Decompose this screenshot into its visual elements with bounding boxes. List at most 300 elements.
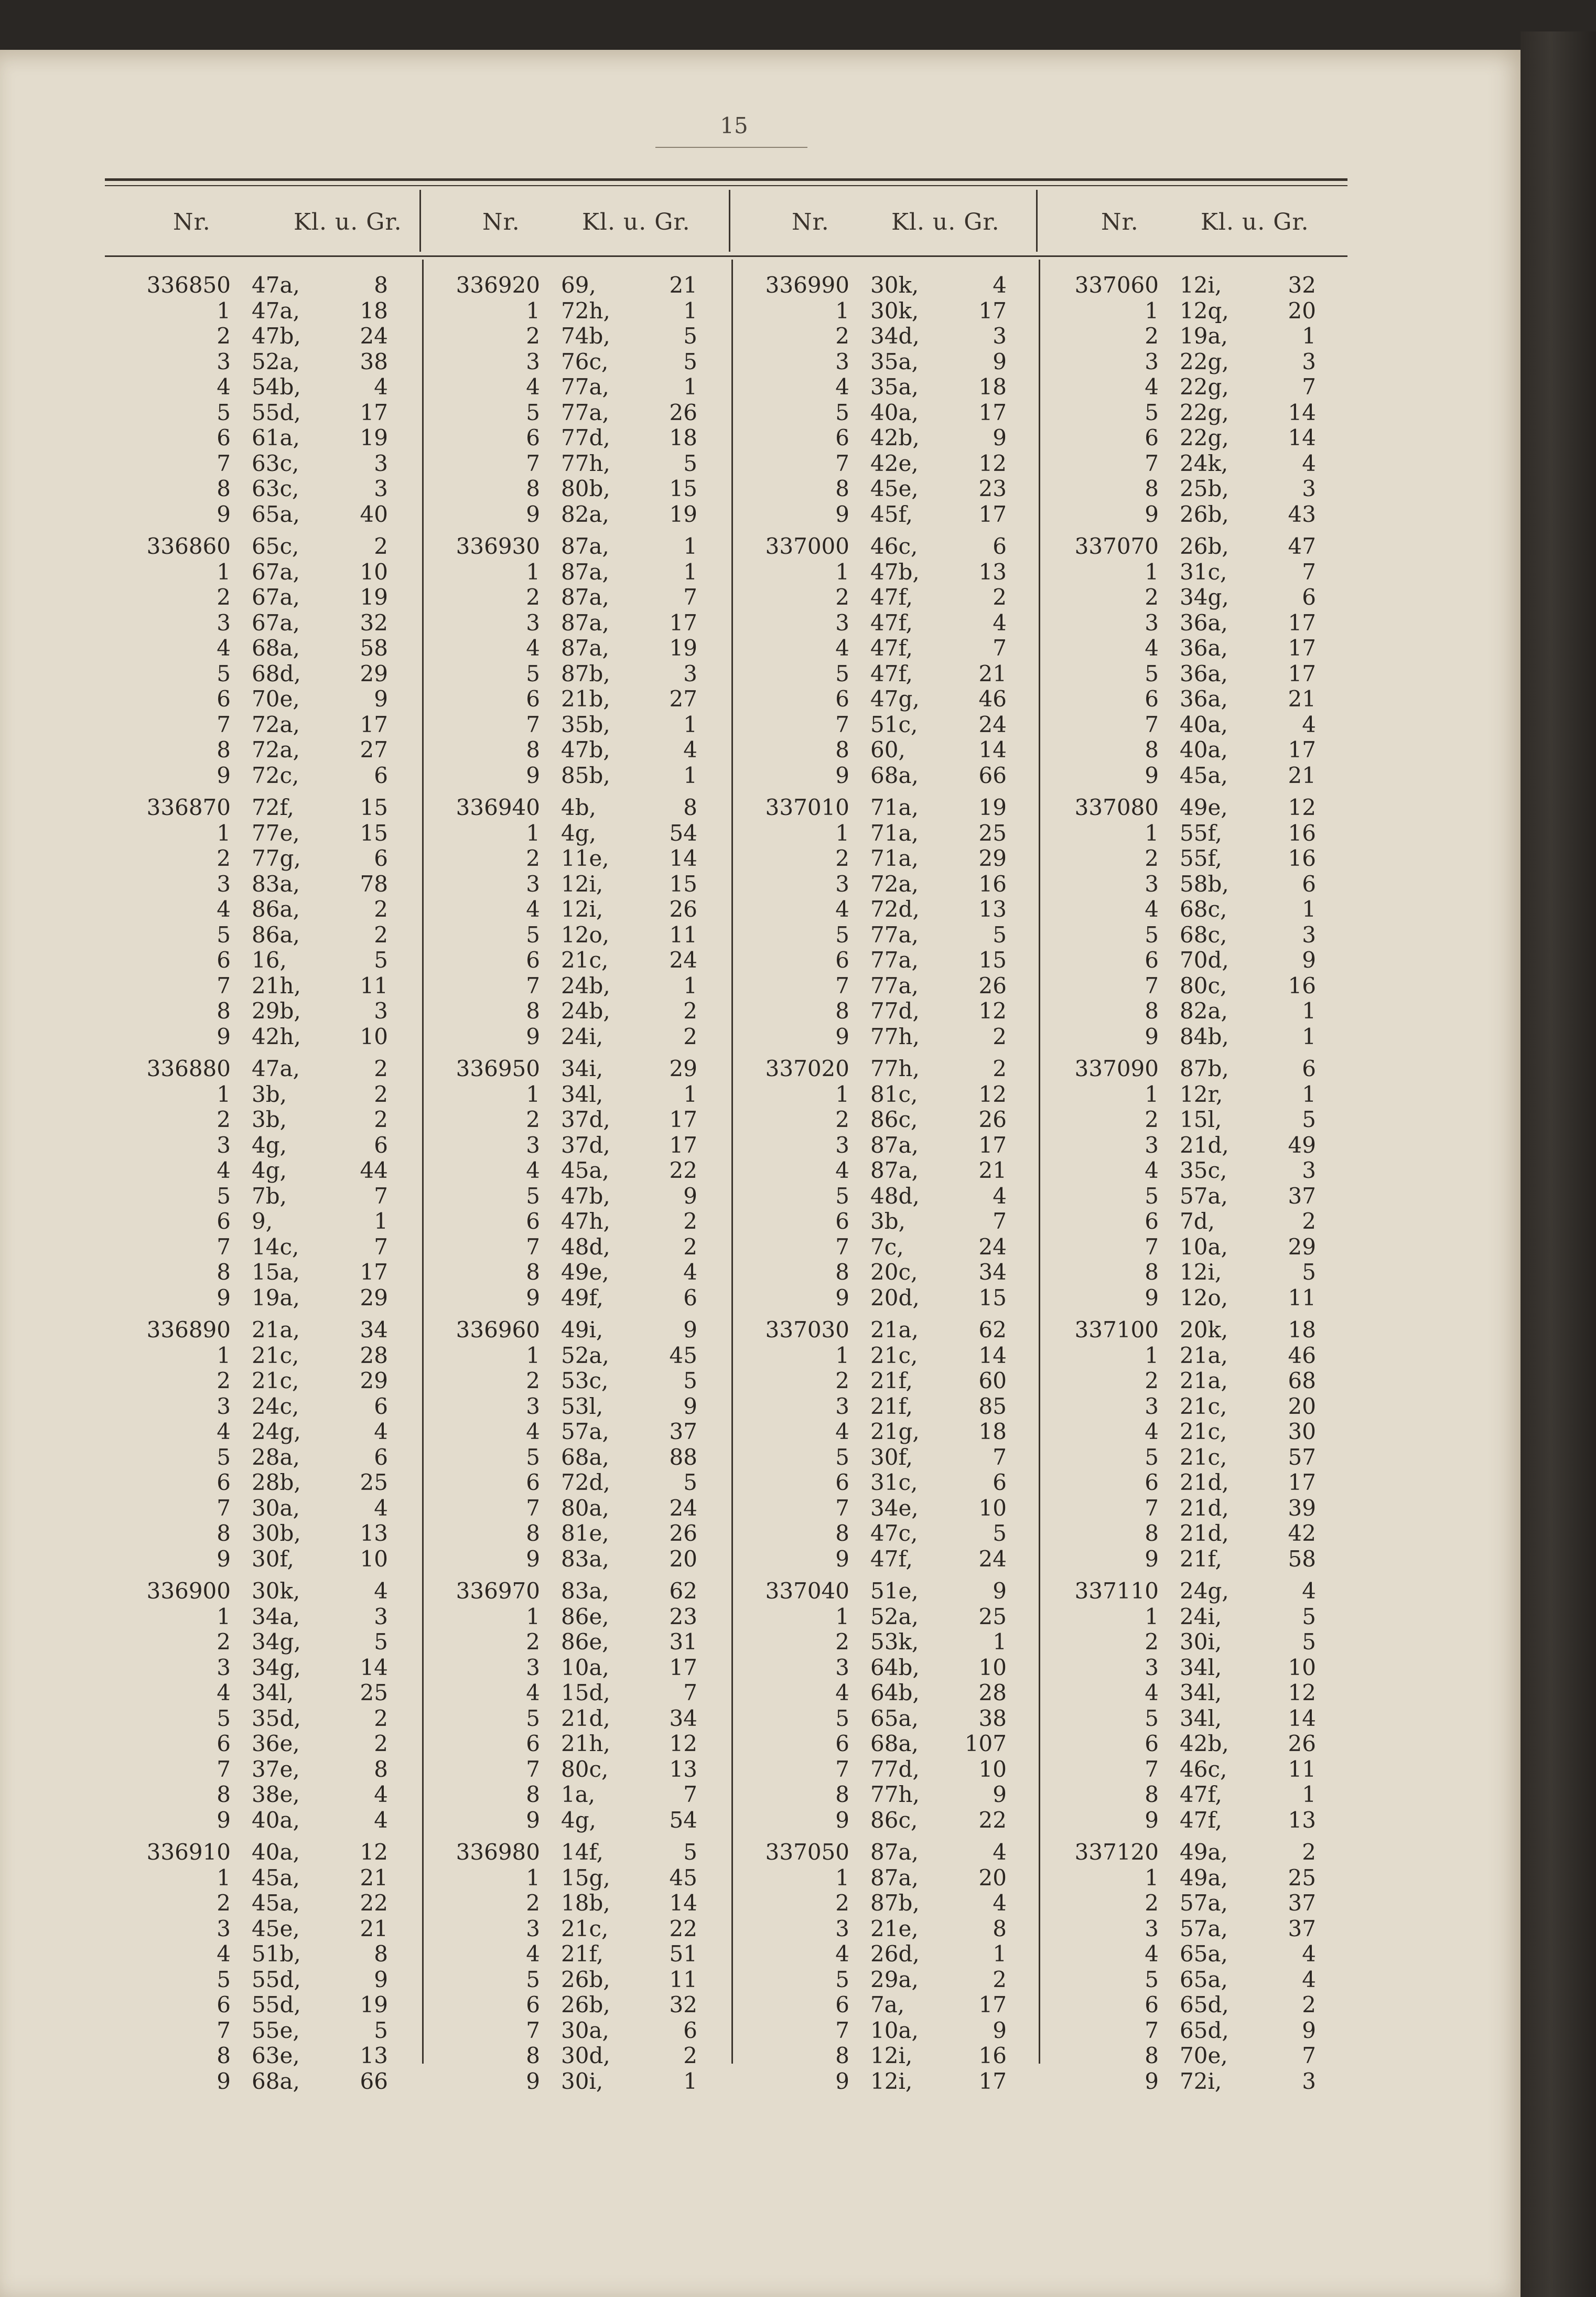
gruppe-cell: 17 <box>1288 609 1316 636</box>
nr-cell: 8 <box>526 476 540 501</box>
klasse-cell: 63c, <box>252 450 299 476</box>
klasse-cell: 3b, <box>252 1107 287 1132</box>
klasse-cell: 60, <box>870 737 905 763</box>
gruppe-cell: 13 <box>978 896 1007 922</box>
gruppe-cell: 57 <box>1288 1444 1316 1470</box>
gruppe-cell: 25 <box>1288 1864 1316 1891</box>
klasse-cell: 35b, <box>561 711 610 737</box>
nr-cell: 7 <box>1145 450 1159 476</box>
nr-cell: 6 <box>526 1469 540 1495</box>
nr-cell: 1 <box>1145 1342 1159 1368</box>
nr-cell: 1 <box>835 1081 849 1107</box>
gruppe-cell: 9 <box>683 1183 697 1209</box>
nr-cell: 6 <box>835 425 849 450</box>
nr-cell: 4 <box>217 1941 231 1967</box>
nr-cell: 7 <box>526 972 540 999</box>
table-row <box>435 1394 729 1420</box>
table-row <box>1054 737 1347 763</box>
table-row <box>1054 451 1347 477</box>
nr-cell: 8 <box>1145 998 1159 1024</box>
nr-cell: 5 <box>217 1183 231 1209</box>
klasse-cell: 49i, <box>561 1317 603 1343</box>
table-row <box>745 1133 1038 1158</box>
table-row <box>126 502 419 528</box>
nr-cell: 6 <box>835 686 849 712</box>
number-block <box>1054 795 1347 1049</box>
klasse-cell: 72c, <box>252 762 299 788</box>
nr-cell: 5 <box>217 399 231 425</box>
klasse-cell: 87a, <box>561 609 609 636</box>
table-row <box>1054 1629 1347 1655</box>
gruppe-cell: 32 <box>1288 272 1316 298</box>
klasse-cell: 20k, <box>1180 1317 1228 1343</box>
table-row <box>435 585 729 610</box>
column-divider-header <box>729 190 730 252</box>
nr-cell: 7 <box>217 972 231 999</box>
klasse-cell: 77a, <box>561 399 609 425</box>
klasse-cell: 47f, <box>870 609 913 636</box>
gruppe-cell: 16 <box>1288 972 1316 999</box>
nr-cell: 3 <box>1145 348 1159 374</box>
gruppe-cell: 1 <box>683 2068 697 2094</box>
klasse-cell: 55d, <box>252 399 301 425</box>
table-row <box>435 1706 729 1732</box>
number-block <box>745 795 1038 1049</box>
nr-cell: 9 <box>526 1545 540 1572</box>
gruppe-cell: 5 <box>683 1839 697 1865</box>
klasse-cell: 77d, <box>870 1756 920 1782</box>
klasse-cell: 63c, <box>252 476 299 501</box>
nr-cell: 4 <box>526 896 540 922</box>
gruppe-cell: 26 <box>669 896 697 922</box>
gruppe-cell: 10 <box>360 1023 388 1049</box>
table-row <box>435 1941 729 1967</box>
gruppe-cell: 30 <box>1288 1419 1316 1444</box>
klasse-cell: 72h, <box>561 297 610 324</box>
klasse-cell: 31c, <box>1180 559 1227 585</box>
gruppe-cell: 107 <box>964 1731 1007 1756</box>
gruppe-cell: 4 <box>1302 1966 1316 1992</box>
klasse-cell: 34l, <box>1180 1705 1222 1731</box>
gruppe-cell: 2 <box>374 921 388 948</box>
klasse-cell: 80a, <box>561 1495 609 1521</box>
klasse-cell: 77a, <box>870 947 919 973</box>
nr-cell: 9 <box>217 501 231 527</box>
table-row <box>126 1865 419 1891</box>
nr-cell: 336980 <box>456 1839 540 1865</box>
table-row <box>435 1209 729 1235</box>
table-row <box>126 610 419 636</box>
nr-cell: 336900 <box>146 1578 231 1604</box>
klasse-cell: 30i, <box>561 2068 603 2094</box>
table-row <box>1054 1285 1347 1311</box>
table-row <box>126 973 419 999</box>
klasse-cell: 77h, <box>870 1023 920 1049</box>
page-number: 15 <box>720 113 748 138</box>
gruppe-cell: 18 <box>669 425 697 450</box>
table-row <box>126 1941 419 1967</box>
nr-cell: 6 <box>1145 1731 1159 1756</box>
table-row <box>126 1629 419 1655</box>
klasse-cell: 65d, <box>1180 2017 1229 2043</box>
klasse-cell: 26b, <box>1180 533 1229 559</box>
klasse-cell: 20c, <box>870 1259 918 1285</box>
gruppe-cell: 9 <box>993 1781 1007 1807</box>
table-row <box>1054 1343 1347 1369</box>
klasse-cell: 21c, <box>1180 1444 1227 1470</box>
klasse-cell: 36e, <box>252 1731 300 1756</box>
klasse-cell: 63e, <box>252 2043 300 2068</box>
klasse-cell: 51b, <box>252 1941 301 1967</box>
gruppe-cell: 6 <box>1302 871 1316 897</box>
nr-cell: 8 <box>835 1520 849 1546</box>
table-row <box>435 1024 729 1050</box>
nr-cell: 8 <box>835 2043 849 2068</box>
klasse-cell: 86e, <box>561 1603 609 1629</box>
table-row <box>745 2069 1038 2095</box>
table-row <box>435 1235 729 1260</box>
gruppe-cell: 2 <box>374 1056 388 1081</box>
gruppe-cell: 2 <box>993 1023 1007 1049</box>
klasse-cell: 22g, <box>1180 374 1229 400</box>
table-row <box>745 636 1038 661</box>
table-row <box>745 1158 1038 1184</box>
klasse-cell: 48d, <box>870 1183 920 1209</box>
table-row <box>435 1579 729 1604</box>
nr-cell: 5 <box>526 1705 540 1731</box>
table-row <box>126 1808 419 1833</box>
nr-cell: 6 <box>526 947 540 973</box>
table-row <box>435 1731 729 1757</box>
table-row <box>1054 821 1347 846</box>
table-row <box>1054 795 1347 821</box>
gruppe-cell: 4 <box>993 272 1007 298</box>
gruppe-cell: 1 <box>1302 1781 1316 1807</box>
table-row <box>1054 534 1347 560</box>
klasse-cell: 57a, <box>1180 1890 1228 1916</box>
nr-cell: 3 <box>1145 1915 1159 1941</box>
table-row <box>1054 1840 1347 1865</box>
klasse-cell: 77e, <box>252 820 300 846</box>
table-row <box>126 2018 419 2044</box>
nr-cell: 8 <box>835 476 849 501</box>
nr-cell: 4 <box>835 1941 849 1967</box>
table-row <box>1054 1891 1347 1916</box>
nr-cell: 337000 <box>765 533 849 559</box>
klasse-cell: 16, <box>252 947 287 973</box>
nr-cell: 2 <box>835 584 849 610</box>
nr-cell: 1 <box>217 297 231 324</box>
gruppe-cell: 78 <box>360 871 388 897</box>
gruppe-cell: 10 <box>978 1756 1007 1782</box>
nr-cell: 2 <box>1145 1890 1159 1916</box>
klasse-cell: 53c, <box>561 1368 609 1393</box>
nr-cell: 1 <box>1145 559 1159 585</box>
gruppe-cell: 21 <box>669 272 697 298</box>
table-row <box>435 1184 729 1209</box>
table-row <box>745 1840 1038 1865</box>
gruppe-cell: 9 <box>993 2017 1007 2043</box>
gruppe-cell: 19 <box>669 501 697 527</box>
nr-cell: 336920 <box>456 272 540 298</box>
table-row <box>435 1840 729 1865</box>
table-row <box>745 425 1038 451</box>
table-row <box>1054 763 1347 789</box>
gruppe-cell: 45 <box>669 1864 697 1891</box>
gruppe-cell: 14 <box>1288 1705 1316 1731</box>
gruppe-cell: 13 <box>1288 1807 1316 1833</box>
nr-cell: 5 <box>217 660 231 686</box>
nr-cell: 8 <box>217 737 231 763</box>
klasse-cell: 52a, <box>252 348 300 374</box>
gruppe-cell: 4 <box>993 1839 1007 1865</box>
table-row <box>435 1629 729 1655</box>
table-row <box>126 476 419 502</box>
table-row <box>126 1891 419 1916</box>
nr-cell: 336880 <box>146 1056 231 1081</box>
gruppe-cell: 5 <box>1302 1629 1316 1655</box>
gruppe-cell: 5 <box>1302 1107 1316 1132</box>
klasse-cell: 47a, <box>252 1056 300 1081</box>
gruppe-cell: 29 <box>360 660 388 686</box>
table-row <box>435 1992 729 2018</box>
gruppe-cell: 21 <box>1288 762 1316 788</box>
table-row <box>435 2018 729 2044</box>
table-row <box>126 425 419 451</box>
klasse-cell: 21f, <box>561 1941 603 1967</box>
gruppe-cell: 4 <box>993 609 1007 636</box>
table-row <box>126 1394 419 1420</box>
table-row <box>745 349 1038 375</box>
nr-cell: 9 <box>526 762 540 788</box>
table-row <box>126 636 419 661</box>
table-row <box>1054 1521 1347 1547</box>
klasse-cell: 36a, <box>1180 635 1228 661</box>
nr-cell: 6 <box>526 1731 540 1756</box>
nr-cell: 3 <box>217 609 231 636</box>
table-row <box>126 324 419 349</box>
klasse-cell: 24c, <box>252 1393 299 1419</box>
table-row <box>435 610 729 636</box>
nr-cell: 5 <box>1145 1705 1159 1731</box>
nr-cell: 5 <box>835 1705 849 1731</box>
klasse-cell: 76c, <box>561 348 609 374</box>
number-block <box>745 534 1038 788</box>
nr-cell: 9 <box>526 501 540 527</box>
nr-cell: 336910 <box>146 1839 231 1865</box>
nr-cell: 2 <box>526 845 540 871</box>
table-row <box>1054 1419 1347 1445</box>
table-row <box>745 1445 1038 1470</box>
gruppe-cell: 2 <box>1302 1839 1316 1865</box>
gruppe-cell: 62 <box>978 1317 1007 1343</box>
table-row <box>435 324 729 349</box>
gruppe-cell: 9 <box>683 1317 697 1343</box>
nr-cell: 5 <box>835 660 849 686</box>
nr-cell: 3 <box>217 1654 231 1680</box>
table-row <box>1054 1604 1347 1630</box>
table-row <box>1054 846 1347 872</box>
gruppe-cell: 6 <box>1302 584 1316 610</box>
klasse-cell: 86e, <box>561 1629 609 1655</box>
nr-cell: 9 <box>1145 1284 1159 1311</box>
nr-cell: 7 <box>526 450 540 476</box>
nr-cell: 7 <box>1145 1233 1159 1260</box>
nr-cell: 337070 <box>1074 533 1159 559</box>
klasse-cell: 14f, <box>561 1839 603 1865</box>
klasse-cell: 68a, <box>870 762 919 788</box>
table-row <box>126 1056 419 1082</box>
table-row <box>745 1547 1038 1572</box>
gruppe-cell: 4 <box>374 1419 388 1444</box>
gruppe-cell: 3 <box>1302 921 1316 948</box>
nr-cell: 1 <box>526 1603 540 1629</box>
table-row <box>745 1082 1038 1108</box>
nr-cell: 9 <box>835 762 849 788</box>
table-row <box>435 1082 729 1108</box>
table-row <box>1054 1547 1347 1572</box>
nr-cell: 8 <box>217 998 231 1024</box>
gruppe-cell: 19 <box>669 635 697 661</box>
gruppe-cell: 14 <box>978 737 1007 763</box>
table-row <box>1054 1579 1347 1604</box>
gruppe-cell: 2 <box>374 1081 388 1107</box>
gruppe-cell: 8 <box>374 1941 388 1967</box>
nr-cell: 8 <box>835 1781 849 1807</box>
klasse-cell: 36a, <box>1180 609 1228 636</box>
table-row <box>1054 1056 1347 1082</box>
nr-cell: 1 <box>217 559 231 585</box>
gruppe-cell: 58 <box>1288 1545 1316 1572</box>
nr-cell: 9 <box>835 1284 849 1311</box>
nr-cell: 337110 <box>1074 1578 1159 1604</box>
gruppe-cell: 24 <box>978 1233 1007 1260</box>
table-row <box>745 661 1038 687</box>
column-divider-header <box>419 190 421 252</box>
gruppe-cell: 5 <box>683 1469 697 1495</box>
table-row <box>126 1317 419 1343</box>
klasse-cell: 82a, <box>1180 998 1228 1024</box>
nr-cell: 9 <box>1145 1807 1159 1833</box>
gruppe-cell: 7 <box>683 1781 697 1807</box>
nr-cell: 9 <box>835 1545 849 1572</box>
gruppe-cell: 13 <box>669 1756 697 1782</box>
table-row <box>1054 502 1347 528</box>
table-row <box>435 1680 729 1706</box>
nr-cell: 7 <box>1145 972 1159 999</box>
nr-cell: 7 <box>1145 1756 1159 1782</box>
table-row <box>435 1782 729 1808</box>
klasse-cell: 47f, <box>870 660 913 686</box>
gruppe-cell: 5 <box>1302 1259 1316 1285</box>
klasse-cell: 45e, <box>252 1915 300 1941</box>
klasse-cell: 34i, <box>561 1056 603 1081</box>
klasse-cell: 25b, <box>1180 476 1229 501</box>
klasse-cell: 12i, <box>870 2043 913 2068</box>
gruppe-cell: 29 <box>1288 1233 1316 1260</box>
klasse-cell: 87b, <box>1180 1056 1229 1081</box>
nr-cell: 2 <box>217 1368 231 1393</box>
klasse-cell: 71a, <box>870 820 919 846</box>
nr-cell: 8 <box>526 998 540 1024</box>
table-row <box>1054 712 1347 738</box>
klasse-cell: 12i, <box>1180 272 1222 298</box>
nr-cell: 8 <box>217 1259 231 1285</box>
klasse-cell: 87a, <box>561 559 609 585</box>
klasse-cell: 19a, <box>1180 323 1228 349</box>
table-row <box>745 534 1038 560</box>
klasse-cell: 28a, <box>252 1444 300 1470</box>
gruppe-cell: 26 <box>978 1107 1007 1132</box>
klasse-cell: 29a, <box>870 1966 919 1992</box>
nr-cell: 1 <box>835 820 849 846</box>
gruppe-cell: 37 <box>1288 1915 1316 1941</box>
klasse-cell: 49a, <box>1180 1839 1228 1865</box>
gruppe-cell: 39 <box>1288 1495 1316 1521</box>
table-row <box>126 1604 419 1630</box>
table-row <box>1054 298 1347 324</box>
table-row <box>435 1133 729 1158</box>
klasse-cell: 42h, <box>252 1023 301 1049</box>
table-row <box>745 1865 1038 1891</box>
gruppe-cell: 1 <box>683 762 697 788</box>
gruppe-cell: 2 <box>683 2043 697 2068</box>
table-row <box>1054 999 1347 1024</box>
table-row <box>126 897 419 922</box>
table-row <box>435 425 729 451</box>
gruppe-cell: 1 <box>993 1941 1007 1967</box>
nr-cell: 3 <box>217 348 231 374</box>
klasse-cell: 68a, <box>252 635 300 661</box>
klasse-cell: 45a, <box>252 1864 300 1891</box>
table-row <box>435 661 729 687</box>
gruppe-cell: 15 <box>360 795 388 820</box>
nr-cell: 9 <box>835 2068 849 2094</box>
header-nr: Nr. <box>1101 209 1139 235</box>
klasse-cell: 85b, <box>561 762 610 788</box>
table-row <box>1054 1235 1347 1260</box>
nr-cell: 3 <box>217 871 231 897</box>
nr-cell: 6 <box>217 1208 231 1234</box>
gruppe-cell: 27 <box>669 686 697 712</box>
gruppe-cell: 18 <box>360 297 388 324</box>
klasse-cell: 42b, <box>870 425 920 450</box>
gruppe-cell: 34 <box>978 1259 1007 1285</box>
klasse-cell: 47c, <box>870 1520 918 1546</box>
gruppe-cell: 2 <box>683 1023 697 1049</box>
table-row <box>1054 273 1347 298</box>
gruppe-cell: 17 <box>360 1259 388 1285</box>
klasse-cell: 55f, <box>1180 845 1222 871</box>
table-row <box>1054 1967 1347 1993</box>
nr-cell: 5 <box>526 1183 540 1209</box>
table-row <box>126 1992 419 2018</box>
gruppe-cell: 7 <box>683 1680 697 1705</box>
gruppe-cell: 17 <box>1288 635 1316 661</box>
nr-cell: 8 <box>526 1520 540 1546</box>
nr-cell: 4 <box>1145 1941 1159 1967</box>
klasse-cell: 40a, <box>1180 737 1228 763</box>
table-row <box>1054 374 1347 400</box>
table-row <box>745 1731 1038 1757</box>
gruppe-cell: 19 <box>978 795 1007 820</box>
klasse-cell: 47b, <box>561 737 610 763</box>
gruppe-cell: 1 <box>683 533 697 559</box>
table-row <box>1054 1706 1347 1732</box>
klasse-cell: 87a, <box>870 1132 919 1158</box>
gruppe-cell: 22 <box>669 1915 697 1941</box>
gruppe-cell: 17 <box>360 399 388 425</box>
